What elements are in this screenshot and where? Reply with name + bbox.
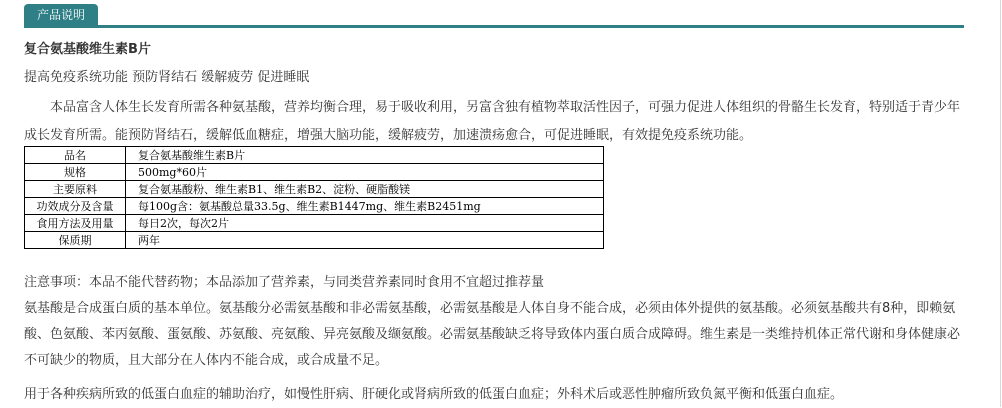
section-tab-bar — [24, 4, 964, 28]
tab-product-description[interactable]: 产品说明 — [24, 4, 98, 26]
spec-value: 复合氨基酸维生素B片 — [126, 147, 604, 164]
table-row — [25, 215, 604, 232]
table-row — [25, 232, 604, 249]
spec-key: 食用方法及用量 — [25, 215, 126, 232]
spec-key: 保质期 — [25, 232, 126, 249]
spec-value: 500mg*60片 — [126, 164, 604, 181]
spec-key: 主要原料 — [25, 181, 126, 198]
table-row — [25, 181, 604, 198]
table-row — [25, 164, 604, 181]
table-row — [25, 198, 604, 215]
tab-underline-divider — [24, 25, 964, 28]
table-row — [25, 147, 604, 164]
product-tagline: 提高免疫系统功能 预防肾结石 缓解疲劳 促进睡眠 — [24, 70, 310, 85]
spec-value: 每100g含：氨基酸总量33.5g、维生素B1447mg、维生素B2451mg — [126, 198, 604, 215]
notice-text: 注意事项：本品不能代替药物；本品添加了营养素，与同类营养素同时食用不宜超过推荐量 — [24, 275, 545, 290]
spec-table — [24, 146, 604, 249]
usage-text: 用于各种疾病所致的低蛋白血症的辅助治疗，如慢性肝病、肝硬化或肾病所致的低蛋白血症；外科术后或恶性肿瘤所致负氮平衡和低蛋白血症。 — [24, 387, 844, 402]
spec-key: 品名 — [25, 147, 126, 164]
spec-key: 规格 — [25, 164, 126, 181]
spec-key: 功效成分及含量 — [25, 198, 126, 215]
spec-value: 复合氨基酸粉、维生素B1、维生素B2、淀粉、硬脂酸镁 — [126, 181, 604, 198]
product-description-panel — [1, 0, 1001, 407]
product-title: 复合氨基酸维生素B片 — [24, 42, 151, 57]
product-intro: 本品富含人体生长发育所需各种氨基酸，营养均衡合理，易于吸收利用，另富含独有植物萃取活性因子，可强力促进人体组织的骨骼生长发育，特别适于青少年成长发育所需。能预防肾结石，缓解低血糖症，增强大脑功能，缓解疲劳，加速溃疡愈合，可促进睡眠，有效提免疫系统功能。 — [24, 100, 961, 143]
amino-acid-info: 氨基酸是合成蛋白质的基本单位。氨基酸分必需氨基酸和非必需氨基酸，必需氨基酸是人体自身不能合成，必须由体外提供的氨基酸。必须氨基酸共有8种，即赖氨酸、色氨酸、苯丙氨酸、蛋氨酸、苏氨酸、亮氨酸、异亮氨酸及缬氨酸。必需氨基酸缺乏将导致体内蛋白质合成障碍。维生素是一类维持机体正常代谢和身体健康必不可缺少的物质，且大部分在人体内不能合成，或合成量不足。 — [24, 301, 961, 368]
spec-value: 两年 — [126, 232, 604, 249]
spec-value: 每日2次，每次2片 — [126, 215, 604, 232]
